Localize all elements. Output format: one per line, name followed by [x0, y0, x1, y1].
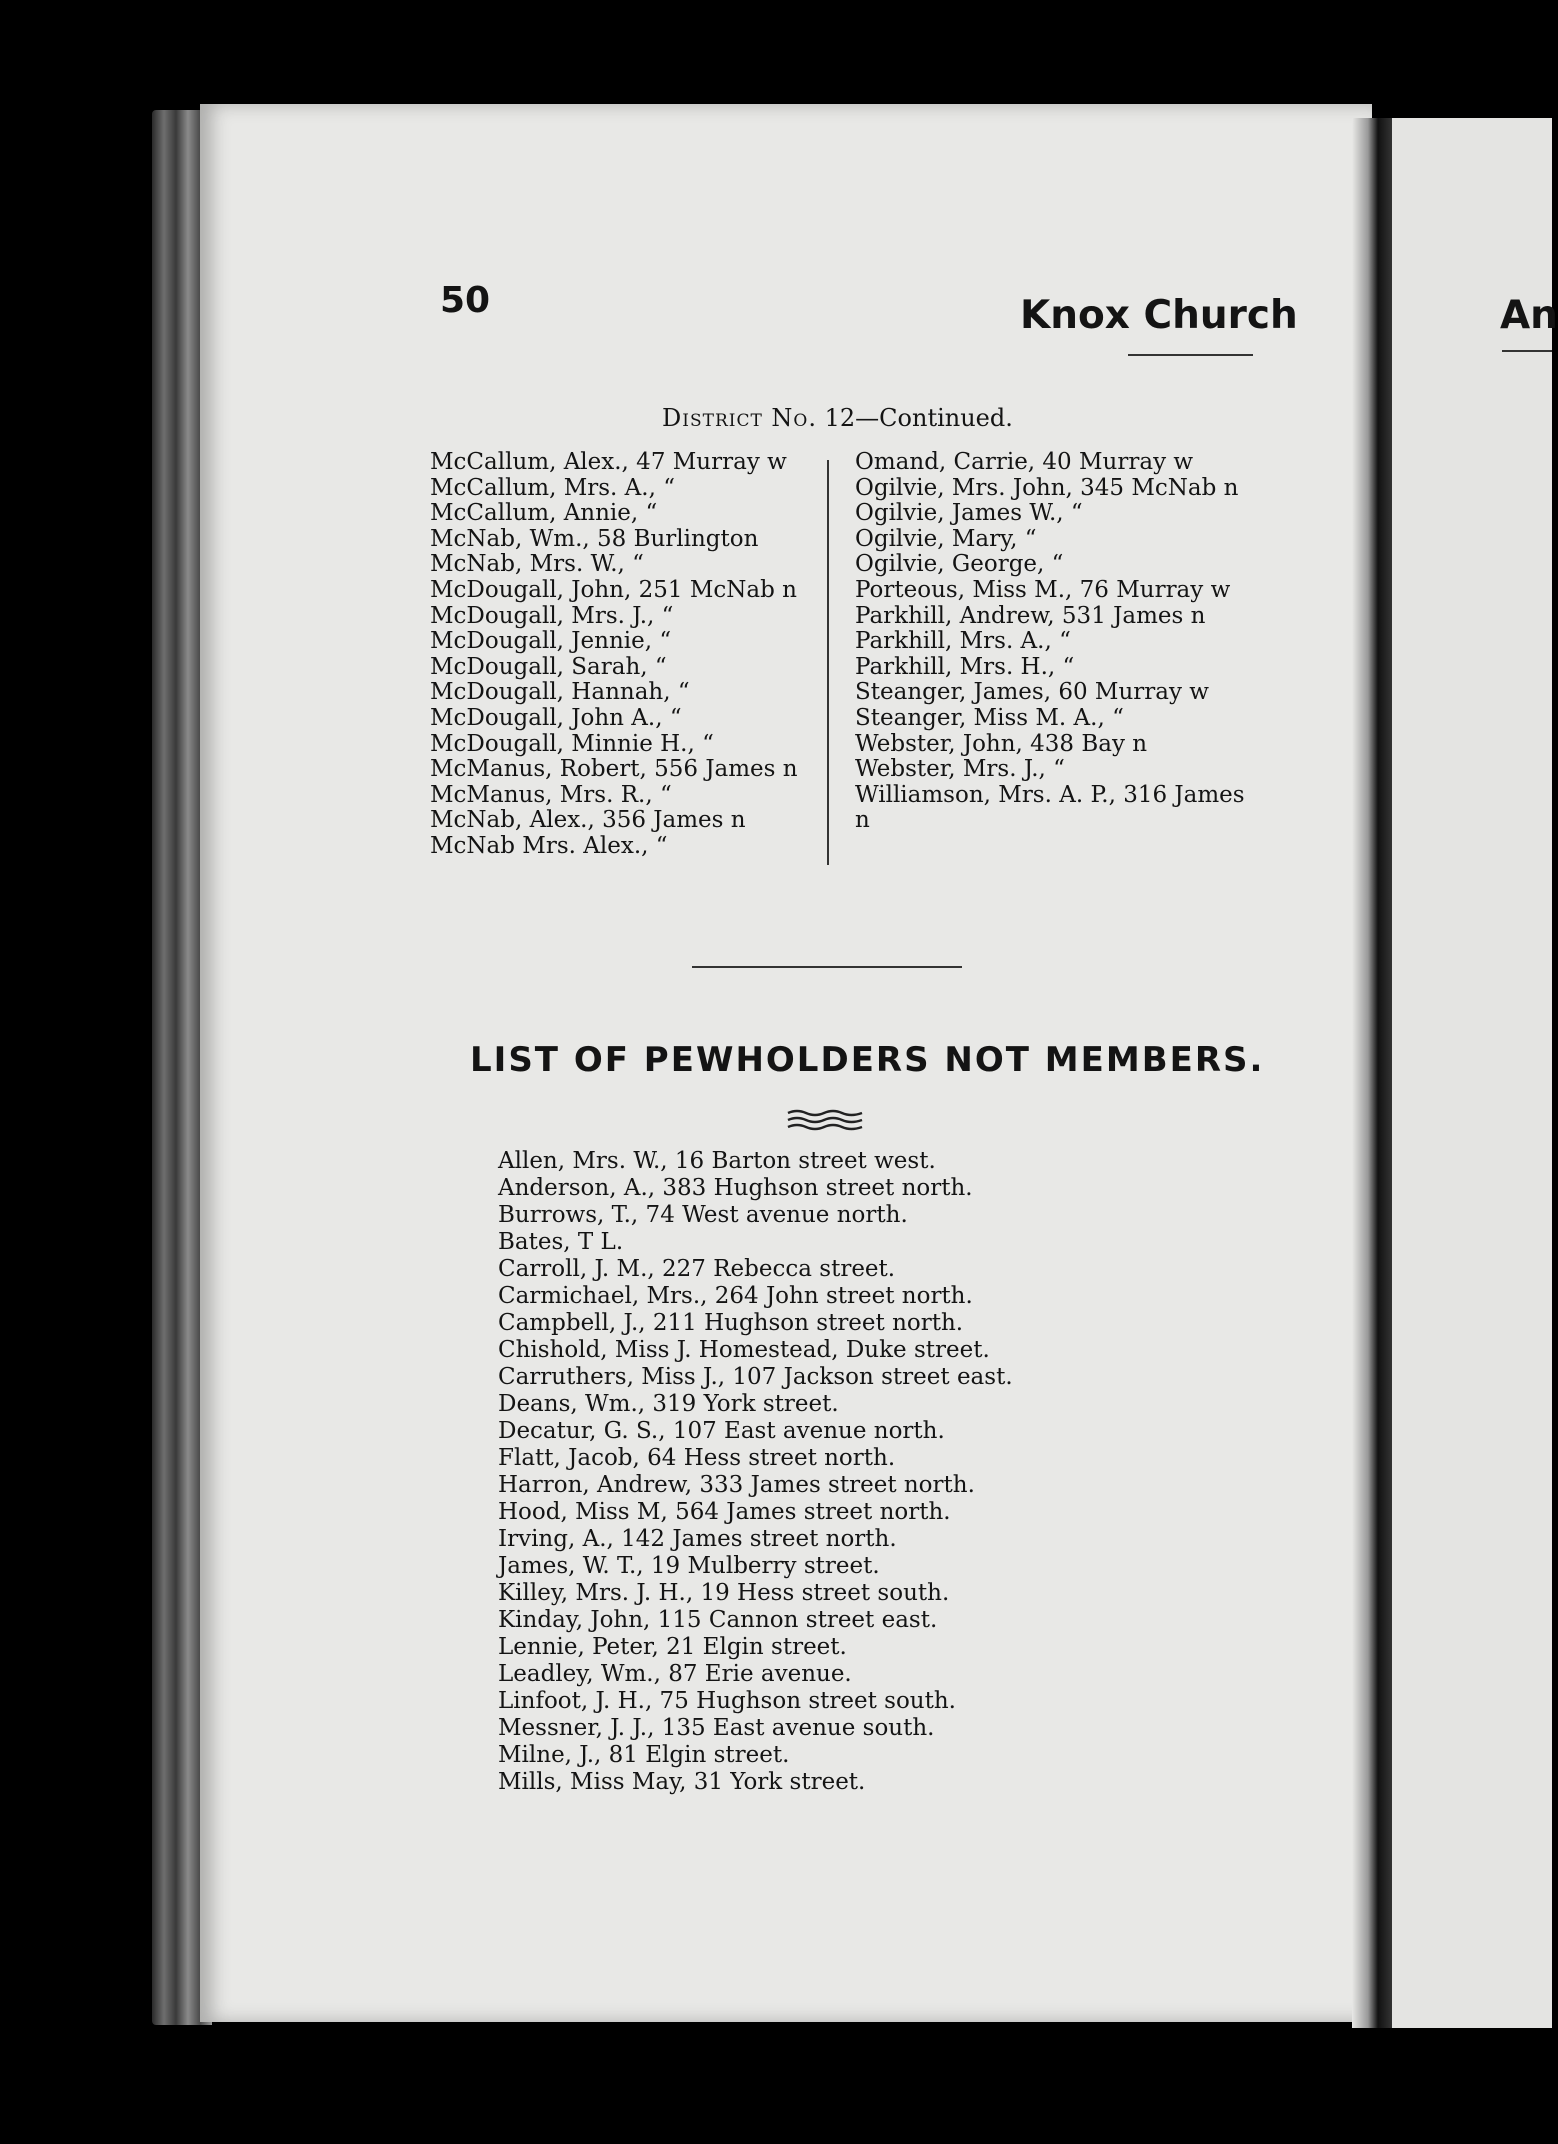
list-item: Ogilvie, Mrs. John, 345 McNab n — [855, 474, 1239, 501]
list-item: Decatur, G. S., 107 East avenue north. — [498, 1418, 945, 1444]
section-divider-rule — [692, 966, 962, 968]
list-item: Flatt, Jacob, 64 Hess street north. — [498, 1445, 896, 1471]
list-item: Leadley, Wm., 87 Erie avenue. — [498, 1661, 852, 1687]
list-item: McDougall, Hannah, “ — [430, 679, 690, 706]
list-item: Carmichael, Mrs., 264 John street north. — [498, 1283, 973, 1309]
list-item: Porteous, Miss M., 76 Murray w — [855, 576, 1231, 603]
list-item: Messner, J. J., 135 East avenue south. — [498, 1715, 935, 1741]
list-item: McDougall, Minnie H., “ — [430, 730, 714, 757]
running-head-rule — [1128, 354, 1253, 356]
book-gutter — [1352, 118, 1392, 2028]
pewholders-title: LIST OF PEWHOLDERS NOT MEMBERS. — [470, 1040, 1265, 1080]
list-item: Williamson, Mrs. A. P., 316 James n — [855, 781, 1245, 834]
list-item: Ogilvie, Mary, “ — [855, 525, 1037, 552]
list-item: Webster, Mrs. J., “ — [855, 756, 1065, 783]
district-list-left — [430, 450, 815, 860]
list-item: Carruthers, Miss J., 107 Jackson street east. — [498, 1364, 1013, 1390]
district-heading-suffix: 12—Continued. — [817, 404, 1013, 432]
list-item: Kinday, John, 115 Cannon street east. — [498, 1607, 938, 1633]
list-item: McDougall, John A., “ — [430, 704, 682, 731]
list-item: McManus, Mrs. R., “ — [430, 781, 672, 808]
list-item: Allen, Mrs. W., 16 Barton street west. — [498, 1148, 936, 1174]
facing-page-head-rule — [1502, 350, 1552, 352]
running-head: Knox Church — [1020, 293, 1298, 338]
list-item: Steanger, Miss M. A., “ — [855, 704, 1124, 731]
list-item: McNab, Wm., 58 Burlington — [430, 525, 759, 552]
list-item: McNab, Alex., 356 James n — [430, 807, 746, 834]
page-number: 50 — [440, 280, 491, 321]
list-item: Webster, John, 438 Bay n — [855, 730, 1148, 757]
list-item: Chishold, Miss J. Homestead, Duke street. — [498, 1337, 990, 1363]
pewholders-list — [498, 1148, 1058, 1796]
column-divider — [827, 460, 829, 865]
list-item: Deans, Wm., 319 York street. — [498, 1391, 839, 1417]
list-item: Carroll, J. M., 227 Rebecca street. — [498, 1256, 896, 1282]
list-item: McDougall, John, 251 McNab n — [430, 576, 797, 603]
list-item: Parkhill, Mrs. A., “ — [855, 628, 1071, 655]
district-list-right — [855, 450, 1250, 834]
facing-page-running-head: An — [1500, 293, 1558, 338]
list-item: Parkhill, Andrew, 531 James n — [855, 602, 1206, 629]
list-item: Burrows, T., 74 West avenue north. — [498, 1202, 908, 1228]
list-item: McNab, Mrs. W., “ — [430, 551, 644, 578]
facing-page — [1392, 118, 1552, 2028]
list-item: Irving, A., 142 James street north. — [498, 1526, 897, 1552]
list-item: McNab Mrs. Alex., “ — [430, 832, 668, 859]
list-item: Ogilvie, James W., “ — [855, 500, 1083, 527]
list-item: Anderson, A., 383 Hughson street north. — [498, 1175, 973, 1201]
list-item: Killey, Mrs. J. H., 19 Hess street south. — [498, 1580, 950, 1606]
list-item: Hood, Miss M, 564 James street north. — [498, 1499, 951, 1525]
list-item: Campbell, J., 211 Hughson street north. — [498, 1310, 964, 1336]
list-item: James, W. T., 19 Mulberry street. — [498, 1553, 880, 1579]
district-heading-label: District No. — [662, 404, 817, 432]
district-heading — [662, 404, 1013, 432]
list-item: Mills, Miss May, 31 York street. — [498, 1769, 866, 1795]
list-item: Omand, Carrie, 40 Murray w — [855, 449, 1194, 475]
list-item: Lennie, Peter, 21 Elgin street. — [498, 1634, 847, 1660]
list-item: Milne, J., 81 Elgin street. — [498, 1742, 790, 1768]
list-item: Harron, Andrew, 333 James street north. — [498, 1472, 975, 1498]
list-item: Linfoot, J. H., 75 Hughson street south. — [498, 1688, 956, 1714]
list-item: McCallum, Alex., 47 Murray w — [430, 449, 787, 475]
list-item: McManus, Robert, 556 James n — [430, 756, 798, 783]
list-item: Ogilvie, George, “ — [855, 551, 1064, 578]
list-item: McCallum, Mrs. A., “ — [430, 474, 675, 501]
list-item: McDougall, Jennie, “ — [430, 628, 672, 655]
list-item: Parkhill, Mrs. H., “ — [855, 653, 1075, 680]
wave-ornament-icon — [786, 1108, 864, 1132]
list-item: Steanger, James, 60 Murray w — [855, 679, 1209, 706]
list-item: McCallum, Annie, “ — [430, 500, 658, 527]
list-item: McDougall, Mrs. J., “ — [430, 602, 674, 629]
list-item: Bates, T L. — [498, 1229, 624, 1255]
list-item: McDougall, Sarah, “ — [430, 653, 667, 680]
